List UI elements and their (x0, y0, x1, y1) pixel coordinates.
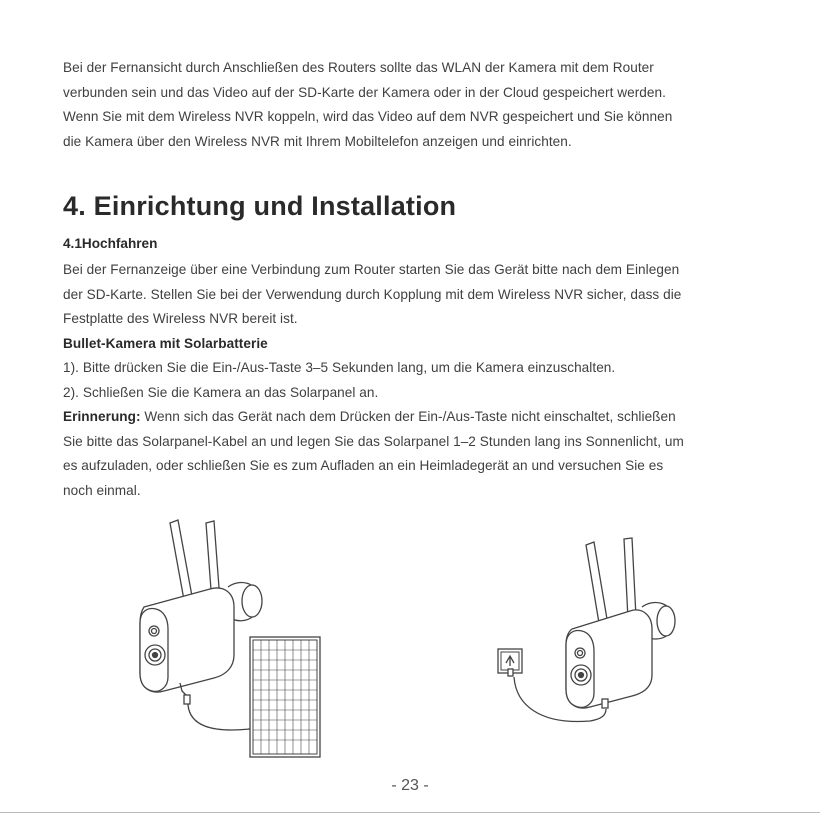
page-number: - 23 - (391, 777, 429, 794)
reminder-line: es aufzuladen, oder schließen Sie es zum Aufladen an ein Heimladegerät an und versuchen Sie es (63, 458, 664, 473)
intro-line: Wenn Sie mit dem Wireless NVR koppeln, wird das Video auf dem NVR gespeichert und Sie können (63, 109, 673, 124)
reminder-label: Erinnerung: (63, 409, 141, 424)
reminder-line-1 (63, 405, 763, 430)
body-line: der SD-Karte. Stellen Sie bei der Verwendung durch Kopplung mit dem Wireless NVR sicher, dass die (63, 286, 682, 302)
solar-panel-icon (250, 637, 320, 757)
intro-line: Bei der Fernansicht durch Anschließen des Routers sollte das WLAN der Kamera mit dem Router (63, 60, 654, 75)
bottom-divider (0, 812, 820, 813)
body-line: Festplatte des Wireless NVR bereit ist. (63, 311, 298, 326)
intro-line: verbunden sein und das Video auf der SD-Karte der Kamera oder in der Cloud gespeichert werden. (63, 84, 666, 100)
reminder-line: Sie bitte das Solarpanel-Kabel an und legen Sie das Solarpanel 1–2 Stunden lang ins Sonnenlicht, um (63, 433, 684, 449)
step-1: 1). Bitte drücken Sie die Ein-/Aus-Taste 3–5 Sekunden lang, um die Kamera einzuschalten. (63, 360, 616, 375)
reminder-line: noch einmal. (63, 482, 141, 498)
camera-wall-charger-illustration (490, 535, 690, 735)
section-body (63, 258, 763, 503)
bullet-camera-heading: Bullet-Kamera mit Solarbatterie (63, 335, 268, 351)
intro-paragraph (63, 56, 763, 154)
reminder-text: Wenn sich das Gerät nach dem Drücken der Ein-/Aus-Taste nicht einschaltet, schließen (140, 409, 676, 424)
step-2: 2). Schließen Sie die Kamera an das Solarpanel an. (63, 384, 379, 400)
camera-solar-panel-illustration (120, 515, 340, 765)
section-title: 4. Einrichtung und Installation (63, 191, 457, 221)
wall-outlet-icon (498, 649, 522, 676)
body-line: Bei der Fernanzeige über eine Verbindung zum Router starten Sie das Gerät bitte nach dem Einlegen (63, 262, 680, 277)
intro-line: die Kamera über den Wireless NVR mit Ihrem Mobiltelefon anzeigen und einrichten. (63, 133, 572, 149)
subsection-title: 4.1Hochfahren (63, 236, 158, 251)
